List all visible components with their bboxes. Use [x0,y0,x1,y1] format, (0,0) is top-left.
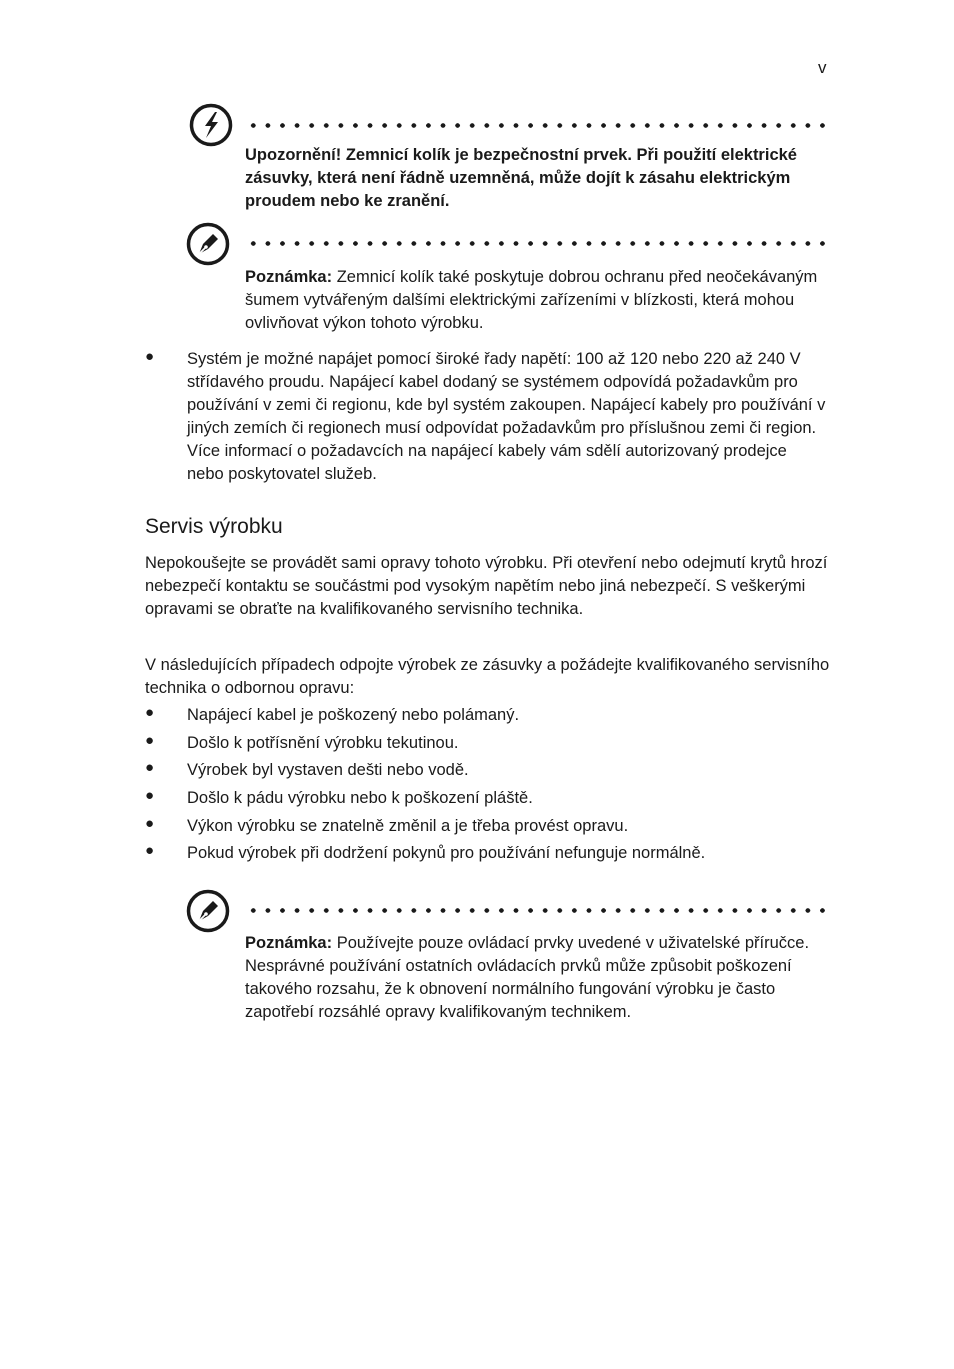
pen-note-icon [186,222,230,266]
service-paragraph-2: V následujících případech odpojte výrobek ze zásuvky a požádejte kvalifikovaného servisního technika o odbornou opravu: [145,656,830,697]
section-heading: Servis výrobku [145,515,283,538]
list-item: Pokud výrobek při dodržení pokynů pro používání nefunguje normálně. [187,844,706,862]
service-paragraph-1: Nepokoušejte se provádět sami opravy tohoto výrobku. Při otevření nebo odejmutí krytů hrozí nebezpečí kontaktu se součástmi pod vysokým napětím nebo jiná nebezpečí. S veškerými opravami se obraťte na kvalifikovaného servisního technika. [145,554,828,618]
note2-text [245,932,835,1024]
warning-divider [246,123,832,128]
bullet-marker: ● [145,704,155,721]
list-item: Došlo k pádu výrobku nebo k poškození pláště. [187,789,533,807]
bullet-marker: ● [145,815,155,832]
note1-body: Zemnicí kolík také poskytuje dobrou ochranu před neočekávaným šumem vytvářeným dalšími elektrickými zařízeními v blízkosti, která mohou ovlivňovat výkon tohoto výrobku. [245,268,818,332]
list-item: Napájecí kabel je poškozený nebo polámaný. [187,706,520,724]
power-bullet-text: Systém je možné napájet pomocí široké řady napětí: 100 až 120 nebo 220 až 240 V střídavého proudu. Napájecí kabel dodaný se systémem odpovídá požadavkům pro používání v zemi či regionu, kde byl systém zakoupen. Napájecí kabely pro používání v jiných zemích či regionech musí odpovídat požadavkům pro příslušnou zemi či region. Více informací o požadavcích na napájecí kabely vám sdělí autorizovaný prodejce nebo poskytovatel služeb. [187,350,826,483]
note1-divider [246,241,832,246]
bullet-marker: ● [145,732,155,749]
bullet-marker: ● [145,787,155,804]
note2-body: Používejte pouze ovládací prvky uvedené v uživatelské příručce. Nesprávné používání ostatních ovládacích prvků může způsobit poškození takového rozsahu, že k obnovení normálního fungování výrobku je často zapotřebí rozsáhlé opravy kvalifikovaným technikem. [245,934,810,1021]
note2-label: Poznámka: [245,934,333,952]
note1-label: Poznámka: [245,268,333,286]
note2-divider [246,908,832,913]
lightning-warning-icon [189,103,233,147]
list-item: Výkon výrobku se znatelně změnil a je třeba provést opravu. [187,817,629,835]
list-item: Výrobek byl vystaven dešti nebo vodě. [187,761,469,779]
bullet-marker: ● [145,842,155,859]
page-number: v [818,58,827,77]
warning-text: Upozornění! Zemnicí kolík je bezpečnostní prvek. Při použití elektrické zásuvky, která není řádně uzemněná, může dojít k zásahu elektrickým proudem nebo ke zranění. [245,146,797,210]
bullet-marker: ● [145,759,155,776]
list-item: Došlo k potřísnění výrobku tekutinou. [187,734,459,752]
note1-text [245,266,835,335]
bullet-marker: ● [145,348,155,365]
pen-note-icon [186,889,230,933]
